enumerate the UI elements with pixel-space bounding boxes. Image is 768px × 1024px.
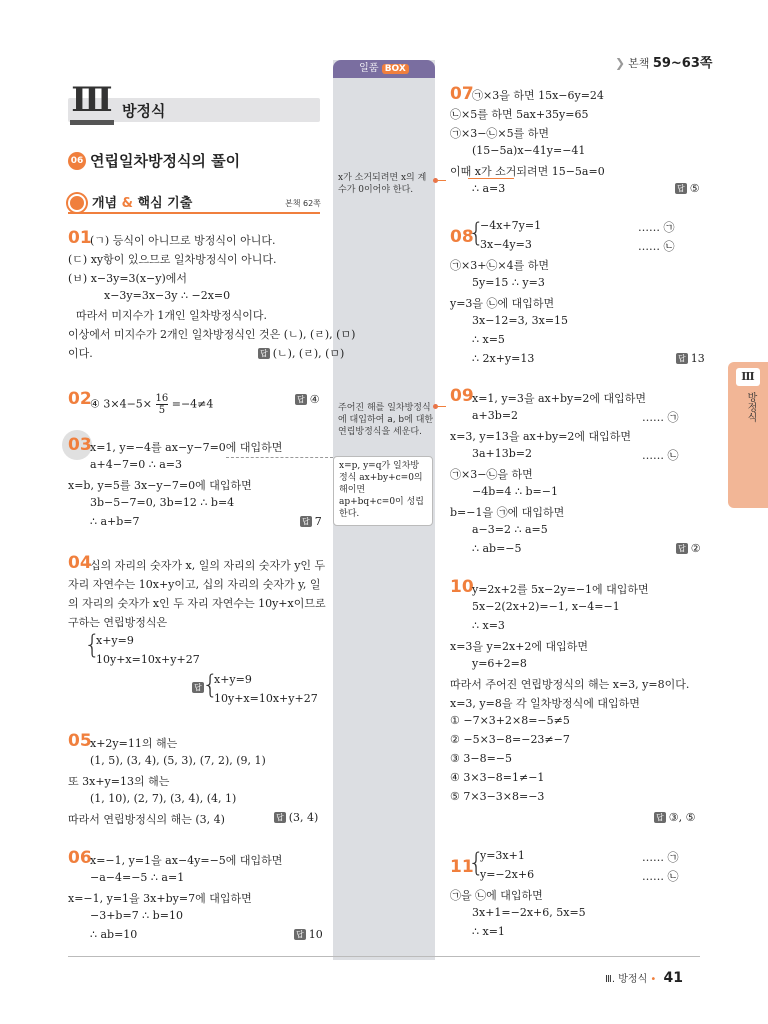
system-equation: −4x+7y=1: [480, 219, 542, 232]
system-brace: {: [468, 218, 485, 248]
solution-line: (15−5a)x−41y=−41: [472, 144, 586, 157]
question-number: 07: [450, 84, 474, 104]
answer-mark: 답: [260, 349, 268, 358]
solution-line: [90, 393, 213, 416]
question-number: 02: [68, 389, 92, 409]
question-number: 09: [450, 386, 474, 406]
subheading-title: [92, 192, 192, 211]
answer-value: 10: [308, 928, 323, 941]
solution-line: 3b−5−7=0, 3b=12 ∴ b=4: [90, 496, 235, 509]
equation-tag: …… ㉡: [642, 449, 679, 462]
solution-line: −a−4=−5 ∴ a=1: [90, 871, 185, 884]
footer-label: Ⅲ. 방정식: [605, 974, 648, 985]
solution-line: 5y=15 ∴ y=3: [472, 276, 545, 289]
section-title: 연립일차방정식의 풀이: [90, 152, 241, 170]
expr-part: ④ 3×4−5×: [90, 397, 153, 411]
chevron-right-icon: ❯: [615, 56, 626, 70]
equation-tag: …… ㉡: [638, 240, 675, 253]
system-equation: y=−2x+6: [480, 868, 535, 881]
tip-box-line: 해이면: [339, 485, 366, 495]
solution-line: ④ 3×3−8=1≠−1: [450, 771, 545, 784]
solution-line: x=1, y=−4를 ax−y−7=0에 대입하면: [90, 441, 283, 454]
subheading-part-a: 개념: [92, 196, 118, 211]
solution-line: ∴ a+b=7: [90, 515, 140, 528]
solution-line: y=2x+2를 5x−2y=−1에 대입하면: [472, 583, 649, 596]
system-equation: 3x−4y=3: [480, 238, 532, 251]
solution-line: 따라서 미지수가 1개인 일차방정식이다.: [76, 309, 267, 322]
solution-line: ∴ a=3: [472, 182, 506, 195]
solution-line: ∴ x=1: [472, 925, 505, 938]
fraction-numerator: 16: [155, 393, 169, 404]
solution-line: 이때 x가 소거되려면 15−5a=0: [450, 165, 605, 178]
answer-value: 13: [690, 352, 705, 365]
question-number: 04: [68, 553, 92, 573]
answer-value: ⑤: [689, 182, 700, 195]
solution-line: ⑤ 7×3−3×8=−3: [450, 790, 545, 803]
question-number: 05: [68, 731, 92, 751]
solution-line: (ㅂ) x−3y=3(x−y)에서: [68, 272, 188, 285]
tip-box-line: ap+bq+c=0이 성립: [339, 497, 424, 507]
solution-line: ㉡×5를 하면 5ax+35y=65: [450, 108, 589, 121]
connector-dashed-line: [226, 457, 333, 458]
solution-line: (ㄱ) 등식이 아니므로 방정식이 아니다.: [90, 234, 276, 247]
tip-box-line: x=p, y=q가 일차방: [339, 461, 420, 471]
solution-line: (1, 10), (2, 7), (3, 4), (4, 1): [90, 792, 237, 805]
solution-line: 의 자리의 숫자가 x인 두 자리 자연수는 10y+x이므로: [68, 597, 326, 610]
solution-line: a−3=2 ∴ a=5: [472, 523, 548, 536]
solution-line: ㉠×3−㉡×5를 하면: [450, 127, 550, 140]
question-number: 03: [68, 435, 92, 455]
page-ref-label: 본책: [628, 57, 650, 70]
answer: [274, 811, 318, 824]
tip-box: [333, 456, 433, 526]
answer-mark: 답: [194, 683, 202, 692]
page-footer: [605, 970, 683, 986]
solution-line: y=6+2=8: [472, 657, 527, 670]
solution-line: 따라서 연립방정식의 해는 (3, 4): [68, 813, 225, 826]
answer: [676, 542, 701, 555]
answer-value: ③, ⑤: [668, 811, 696, 824]
connector-line: [436, 180, 446, 181]
solution-line: x=1, y=3을 ax+by=2에 대입하면: [472, 392, 647, 405]
tip-column-header: [333, 60, 435, 78]
chapter-number: Ⅲ: [70, 80, 114, 125]
page-number: 41: [663, 970, 683, 986]
question-number: 08: [450, 227, 474, 247]
question-number: 06: [68, 848, 92, 868]
system-brace: {: [202, 670, 219, 700]
solution-line: ∴ x=3: [472, 619, 505, 632]
solution-line: ① −7×3+2×8=−5≠5: [450, 714, 570, 727]
answer: [295, 393, 320, 406]
solution-line: ㉠×3+㉡×4를 하면: [450, 259, 550, 272]
answer-mark: 답: [678, 544, 686, 553]
answer-mark: 답: [302, 517, 310, 526]
solution-line: −4b=4 ∴ b=−1: [472, 485, 558, 498]
system-equation: y=3x+1: [480, 849, 525, 862]
solution-line: 자리 자연수는 10x+y이고, 십의 자리의 숫자가 y, 일: [68, 578, 321, 591]
answer-mark: 답: [296, 930, 304, 939]
answer-value: ④: [309, 393, 320, 406]
subheading-bullet: [68, 194, 86, 212]
subheading-ref: 본책 62쪽: [285, 199, 321, 208]
solution-line: a+4−7=0 ∴ a=3: [90, 458, 182, 471]
solution-line: x=3, y=8을 각 일차방정식에 대입하면: [450, 697, 640, 710]
tip-note-line: 연립방정식을 세운다.: [338, 427, 422, 437]
solution-line: ∴ x=5: [472, 333, 505, 346]
subheading-part-b: 핵심 기출: [137, 196, 193, 211]
tip-header-box: BOX: [382, 64, 409, 74]
system-brace: {: [468, 848, 485, 878]
tip-box-line: 한다.: [339, 509, 360, 519]
answer-value: (ㄴ), (ㄹ), (ㅁ): [272, 347, 345, 360]
answer: [654, 811, 695, 824]
solution-line: 구하는 연립방정식은: [68, 616, 168, 629]
solution-line: (1, 5), (3, 4), (5, 3), (7, 2), (9, 1): [90, 754, 266, 767]
side-tab-number: Ⅲ: [736, 368, 760, 386]
solution-line: x=−1, y=1을 ax−4y=−5에 대입하면: [90, 854, 283, 867]
highlight-underline: [468, 178, 514, 179]
chapter-title: 방정식: [122, 102, 166, 120]
solution-line: 5x−2(2x+2)=−1, x−4=−1: [472, 600, 620, 613]
solution-line: 3x+1=−2x+6, 5x=5: [472, 906, 586, 919]
answer: [258, 345, 344, 361]
tip-note-line: 수가 0이어야 한다.: [338, 185, 414, 195]
tip-note-1: [338, 172, 426, 196]
system-equation: x+y=9: [214, 673, 252, 686]
solution-line: 십의 자리의 숫자가 x, 일의 자리의 숫자가 y인 두: [90, 559, 326, 572]
solution-line: ㉠을 ㉡에 대입하면: [450, 889, 543, 902]
solution-line: 이상에서 미지수가 2개인 일차방정식인 것은 (ㄴ), (ㄹ), (ㅁ): [68, 328, 356, 341]
fraction-denominator: 5: [158, 405, 166, 416]
solution-line: ② −5×3−8=−23≠−7: [450, 733, 570, 746]
solution-line: ∴ ab=10: [90, 928, 138, 941]
answer-value: ②: [690, 542, 701, 555]
question-number: 10: [450, 577, 474, 597]
question-number: 01: [68, 228, 92, 248]
tip-box-line: 정식 ax+by+c=0의: [339, 473, 423, 483]
subheading-amp: &: [121, 196, 133, 211]
solution-line: x=−1, y=1을 3x+by=7에 대입하면: [68, 892, 252, 905]
tip-header-label: 일품: [359, 63, 379, 74]
answer: [676, 352, 705, 365]
solution-line: 3x−12=3, 3x=15: [472, 314, 569, 327]
connector-line: [436, 406, 446, 407]
solution-line: 이다.: [68, 347, 93, 360]
system-brace: {: [84, 630, 101, 660]
solution-line: ∴ ab=−5: [472, 542, 522, 555]
answer-value: 7: [314, 515, 322, 528]
solution-line: x+2y=11의 해는: [90, 737, 178, 750]
solution-line: x−3y=3x−3y ∴ −2x=0: [104, 289, 231, 302]
expr-part: =−4≠4: [171, 397, 214, 411]
answer: [300, 515, 322, 528]
answer: [675, 182, 700, 195]
equation-tag: …… ㉡: [642, 870, 679, 883]
tip-note-2: [338, 402, 433, 438]
solution-line: x=3, y=13을 ax+by=2에 대입하면: [450, 430, 632, 443]
answer-mark: 답: [677, 184, 685, 193]
fraction: [156, 393, 169, 416]
tip-note-line: 주어진 해를 일차방정식: [338, 403, 431, 413]
solution-line: 따라서 주어진 연립방정식의 해는 x=3, y=8이다.: [450, 678, 690, 691]
solution-line: ③ 3−8=−5: [450, 752, 513, 765]
page-reference: [615, 52, 712, 71]
solution-line: a+3b=2: [472, 409, 519, 422]
equation-tag: …… ㉠: [642, 411, 679, 424]
page-ref-range: 59~63쪽: [652, 56, 713, 71]
solution-line: ㉠×3−㉡을 하면: [450, 468, 533, 481]
solution-line: (ㄷ) xy항이 있으므로 일차방정식이 아니다.: [68, 253, 277, 266]
tip-note-line: x가 소거되려면 x의 계: [338, 173, 427, 183]
answer-mark: 답: [276, 813, 284, 822]
question-number: 11: [450, 857, 474, 877]
system-equation: 10y+x=10x+y+27: [96, 653, 200, 666]
side-tab-label: 방정식: [745, 392, 756, 422]
equation-tag: …… ㉠: [642, 851, 679, 864]
solution-line: 3a+13b=2: [472, 447, 533, 460]
solution-line: b=−1을 ㉠에 대입하면: [450, 506, 565, 519]
solution-line: ∴ 2x+y=13: [472, 352, 535, 365]
answer-value: (3, 4): [288, 811, 319, 824]
answer-mark: 답: [678, 354, 686, 363]
bullet-icon: •: [650, 974, 657, 985]
tip-note-line: 에 대입하여 a, b에 대한: [338, 415, 434, 425]
footer-divider: [68, 956, 700, 957]
solution-line: x=3을 y=2x+2에 대입하면: [450, 640, 589, 653]
answer-mark: 답: [297, 395, 305, 404]
solution-line: −3+b=7 ∴ b=10: [90, 909, 183, 922]
section-number: 06: [68, 152, 86, 170]
system-equation: x+y=9: [96, 634, 134, 647]
solution-line: 또 3x+y=13의 해는: [68, 775, 170, 788]
equation-tag: …… ㉠: [638, 221, 675, 234]
solution-line: x=b, y=5를 3x−y−7=0에 대입하면: [68, 479, 252, 492]
system-equation: 10y+x=10x+y+27: [214, 692, 318, 705]
answer-mark: 답: [656, 813, 664, 822]
answer: [294, 928, 323, 941]
solution-line: ㉠×3을 하면 15x−6y=24: [472, 89, 604, 102]
solution-line: y=3을 ㉡에 대입하면: [450, 297, 555, 310]
